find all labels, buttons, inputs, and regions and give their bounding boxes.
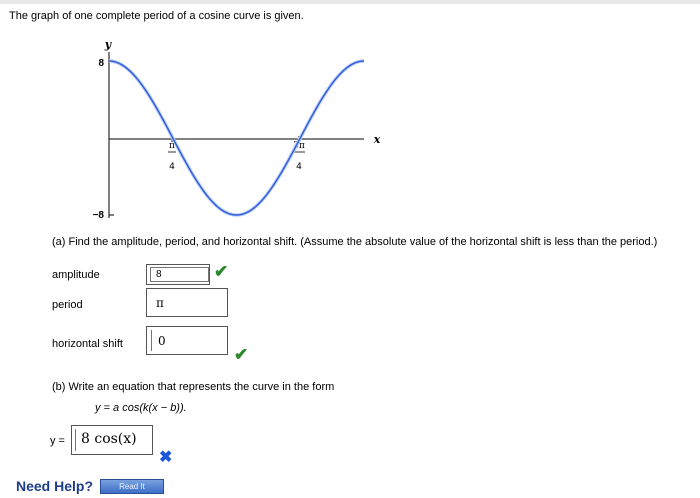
amplitude-label: amplitude (52, 269, 100, 281)
amplitude-value: 8 (150, 267, 209, 282)
horizontal-shift-label: horizontal shift (52, 338, 123, 350)
intro-text: The graph of one complete period of a cosine curve is given. (9, 10, 304, 22)
horizontal-shift-input[interactable] (146, 326, 228, 355)
y-axis-label: y (104, 38, 112, 51)
tick2-denominator: 4 (296, 162, 302, 172)
cosine-curve-halo (109, 61, 364, 215)
period-input[interactable] (146, 288, 228, 317)
incorrect-cross-icon: ✖ (159, 449, 173, 466)
cursor-bar (151, 330, 152, 351)
part-a-question: (a) Find the amplitude, period, and horizontal shift. (Assume the absolute value of the horizontal shift is less than the period.) (52, 236, 658, 248)
x-tick-1-label (168, 141, 176, 172)
equation-answer: 8 cos(x) (81, 431, 137, 447)
y-equals-label: y = (50, 435, 65, 447)
read-it-button[interactable]: Read It (100, 479, 164, 494)
top-divider (0, 0, 700, 4)
cosine-curve (109, 61, 364, 215)
equation-cursor-bar (75, 429, 76, 451)
period-label: period (52, 299, 83, 311)
period-value: π (156, 296, 164, 310)
equation-form: y = a cos(k(x − b)). (95, 402, 187, 414)
horizontal-shift-value: 0 (158, 334, 166, 348)
part-b-question: (b) Write an equation that represents the curve in the form (52, 381, 335, 393)
tick1-numerator: π (169, 141, 175, 151)
tick2-numerator: 3π (293, 141, 305, 151)
amplitude-input[interactable] (146, 264, 210, 285)
equation-input[interactable] (71, 425, 153, 455)
x-axis-label: x (373, 133, 381, 146)
amplitude-check-icon: ✔ (214, 262, 229, 281)
need-help-label: Need Help? (16, 478, 94, 494)
y-min-label: −8 (92, 210, 104, 221)
y-max-label: 8 (98, 58, 104, 69)
horizontal-shift-check-icon: ✔ (234, 345, 249, 364)
tick1-denominator: 4 (169, 162, 175, 172)
